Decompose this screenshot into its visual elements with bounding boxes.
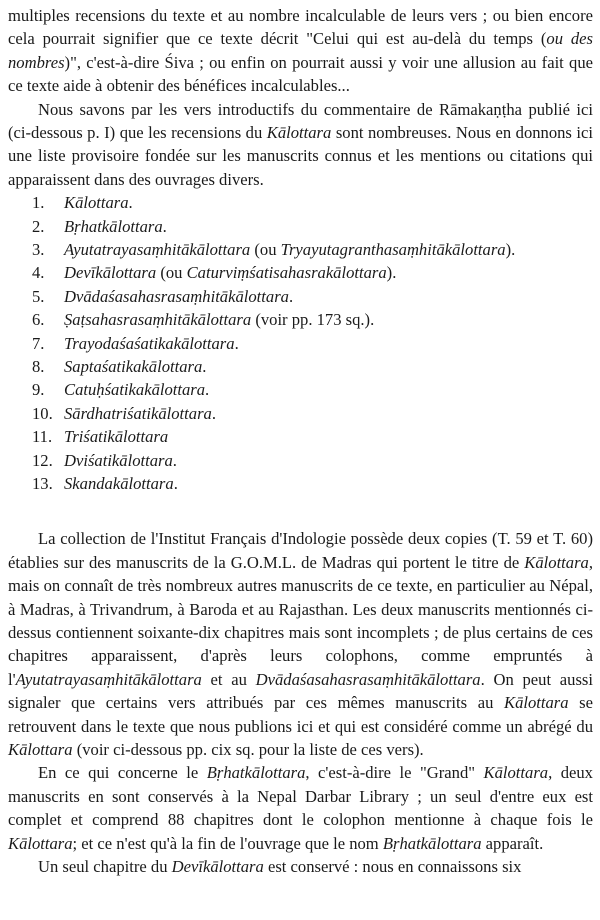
list-number: 8. (32, 356, 45, 376)
text-span: et au (201, 669, 256, 689)
list-rest: (ou (156, 263, 187, 283)
text-span: La collection de l'Institut Français d'Indologie possède deux copies (T. 59 et T. 60) établies sur des manuscrits de la G.O.M.L. de Madras qui portent le titre de (8, 529, 593, 572)
list-item (8, 378, 593, 401)
list-number: 12. (32, 450, 53, 470)
list-rest: . (162, 216, 167, 236)
text-span: Nous savons par les vers introductifs du commentaire de Rāmakaṇṭha publié ici (ci-dessous p. (8, 99, 593, 143)
list-item (8, 308, 593, 331)
list-number: 13. (32, 473, 53, 493)
text-span: est conservé : nous en connaissons six (263, 857, 522, 877)
italic-span: Dvādaśasahasrasaṃhitākālottara (255, 669, 481, 689)
list-number: 4. (32, 263, 45, 283)
list-rest: . (211, 403, 216, 423)
list-title: Kālottara (64, 193, 129, 213)
text-span: , deux manuscrits en sont conservés à la Nepal Darbar Library ; un seul d'entre eux est complet et comprend 88 chapitres dont le colophon mentionne à chaque fois le (8, 763, 593, 830)
list-rest: . (128, 193, 133, 213)
italic-span: Devīkālottara (171, 857, 264, 877)
list-item (8, 191, 593, 214)
text-span: Un seul chapitre du (38, 857, 172, 877)
text-span: En ce qui concerne le (38, 763, 207, 783)
list-rest: . (173, 473, 178, 493)
italic-span: Kālottara (8, 739, 73, 759)
list-title: Ayutatrayasaṃhitākālottara (64, 240, 251, 260)
italic-span: Bṛhatkālottara (382, 833, 482, 853)
list-number: 11. (32, 427, 53, 447)
list-rest: . (205, 380, 210, 400)
list-number: 1. (32, 193, 45, 213)
paragraph-5 (8, 855, 593, 878)
list-title: Triśatikālottara (64, 427, 169, 447)
italic-span: Ayutatrayasaṃhitākālottara (15, 669, 202, 689)
italic-span: ou des nombres (8, 29, 593, 72)
list-rest: ). (386, 263, 397, 283)
list-rest: . (234, 333, 239, 353)
text-span: , c'est-à-dire le "Grand" (305, 763, 484, 783)
page (8, 4, 593, 878)
list-item (8, 238, 593, 261)
text-span: multiples recensions du texte et au nombre incalculable de leurs vers ; ou bien encore cela pourrait signifier que ce texte décrit "Celui qui est au-delà du temps ( (8, 6, 593, 49)
paragraph-4 (8, 761, 593, 855)
italic-span: Bṛhatkālottara (206, 763, 306, 783)
list-number: 5. (32, 286, 45, 306)
recension-list (8, 191, 593, 495)
list-item (8, 285, 593, 308)
list-title: Devīkālottara (64, 263, 157, 283)
list-title: Trayodaśaśatikakālottara (64, 333, 235, 353)
list-item (8, 425, 593, 448)
page-ref: I (104, 123, 110, 143)
list-item (8, 261, 593, 284)
list-title-alt: Tryayutagranthasaṃhitākālottara (280, 240, 506, 260)
list-title-alt: Caturviṃśatisahasrakālottara (186, 263, 387, 283)
list-number: 9. (32, 380, 45, 400)
list-title: Dviśatikālottara (64, 450, 173, 470)
list-number: 7. (32, 333, 45, 353)
list-item (8, 355, 593, 378)
text-span: )", c'est-à-dire Śiva ; ou enfin on pourrait aussi y voir une allusion au fait que ce texte aide à obtenir des bénéfices incalculables... (8, 52, 593, 96)
list-item (8, 402, 593, 425)
list-title: Ṣaṭsahasrasaṃhitākālottara (64, 310, 252, 330)
text-span: sont nombreuses. Nous en donnons ici une liste provisoire fondée sur les manuscrits connus et les mentions ou citations qui apparaissent dans des ouvrages divers. (8, 123, 593, 189)
list-rest: ). (505, 240, 516, 260)
list-title: Catuḥśatikakālottara (64, 380, 206, 400)
text-span: se retrouvent dans le texte que nous publions ici et qui est considéré comme un abrégé du (8, 693, 593, 736)
list-number: 2. (32, 216, 45, 236)
list-rest: (ou (250, 240, 281, 260)
list-title: Skandakālottara (64, 473, 174, 493)
list-rest: . (202, 356, 207, 376)
list-item (8, 332, 593, 355)
list-number: 6. (32, 310, 45, 330)
list-title: Dvādaśasahasrasaṃhitākālottara (64, 286, 289, 306)
list-item (8, 215, 593, 238)
text-span: ; et ce n'est qu'à la fin de l'ouvrage que le nom (72, 833, 383, 853)
paragraph-1 (8, 4, 593, 98)
italic-span: Kālottara (8, 833, 73, 853)
list-title: Sārdhatriśatikālottara (64, 403, 212, 423)
list-item (8, 449, 593, 472)
text-span: apparaît. (481, 833, 544, 853)
text-span: , mais on connaît de très nombreux autres manuscrits de ce texte, en particulier au Népal, à Madras, à Trivandrum, à Baroda et au Rajasthan. Les deux manuscrits mentionnés ci-dessus contiennent soixante-dix chapitres mais sont incomplets ; de plus certains de ces chapitres apparaissent, d'après leurs colophons, comme empruntés à l' (8, 552, 593, 689)
list-title: Bṛhatkālottara (64, 216, 163, 236)
list-item (8, 472, 593, 495)
italic-span: Kālottara (524, 552, 589, 572)
text-span: . On peut aussi signaler que certains vers attribués par ces mêmes manuscrits au (8, 669, 593, 713)
text-span: (voir ci-dessous pp. cix sq. pour la liste de ces vers). (72, 739, 424, 759)
paragraph-3 (8, 527, 593, 761)
italic-span: Kālottara (504, 693, 569, 713)
list-rest: . (172, 450, 177, 470)
list-number: 3. (32, 240, 45, 260)
paragraph-2 (8, 98, 593, 192)
italic-span: Kālottara (483, 763, 549, 783)
list-title: Saptaśatikakālottara (64, 356, 203, 376)
list-rest: . (288, 286, 294, 306)
list-number: 10. (32, 403, 53, 423)
list-rest: (voir pp. 173 sq.). (251, 310, 375, 330)
italic-span: Kālottara (266, 123, 332, 143)
section-gap (8, 495, 593, 527)
text-span: ) que les recensions du (109, 123, 267, 143)
